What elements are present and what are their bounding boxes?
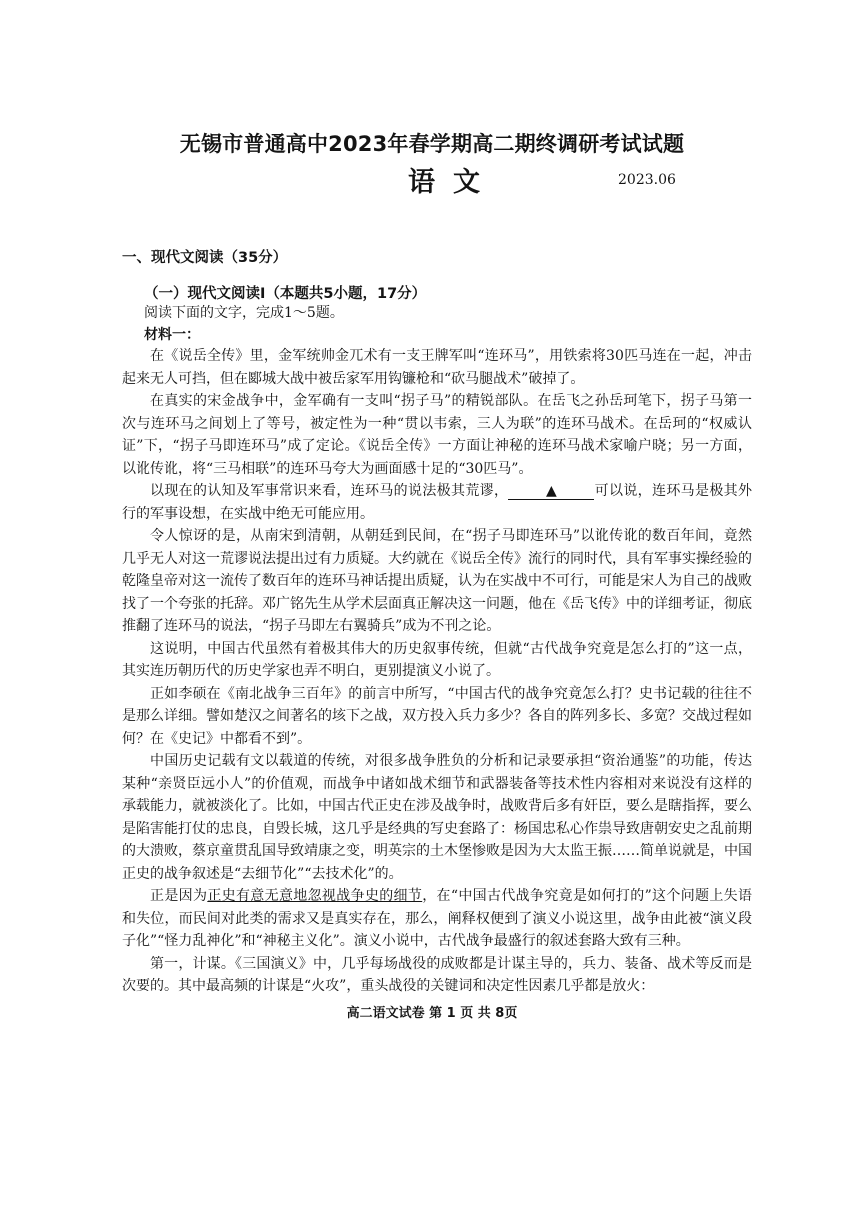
material-label: 材料一： bbox=[144, 327, 200, 343]
sub-section-heading: （一）现代文阅读Ⅰ（本题共5小题，17分） bbox=[144, 286, 427, 302]
paragraph: 在《说岳全传》里，金军统帅金兀术有一支王牌军叫“连环马”，用铁索将30匹马连在一起，冲击起来无人可挡，但在郾城大战中被岳家军用钩镰枪和“砍马腿战术”破掉了。 bbox=[122, 348, 752, 387]
paragraph: 正如李硕在《南北战争三百年》的前言中所写，“中国古代的战争究竟怎么打？史书记载的往往不是那么详细。譬如楚汉之间著名的垓下之战，双方投入兵力多少？各自的阵列多长、多宽？交战过程如何？在《史记》中都看不到”。 bbox=[122, 685, 752, 747]
paragraph bbox=[122, 480, 752, 525]
subject-title: 语文 bbox=[408, 167, 498, 198]
paragraph: 第一，计谋。《三国演义》中，几乎每场战役的成败都是计谋主导的，兵力、装备、战术等反而是次要的。其中最高频的计谋是“火攻”，重头战役的关键词和决定性因素几乎都是放火： bbox=[122, 955, 752, 994]
page-footer: 高二语文试卷 第 1 页 共 8页 bbox=[346, 1006, 518, 1021]
paragraph bbox=[122, 885, 752, 953]
paragraph-lead: 以现在的认知及军事常识来看，连环马的说法极其荒谬， bbox=[150, 483, 509, 499]
triangle-marker-icon: ▲ bbox=[545, 483, 557, 499]
paragraph: 在真实的宋金战争中，金军确有一支叫“拐子马”的精锐部队。在岳飞之孙岳珂笔下，拐子马第一次与连环马之间划上了等号，被定性为一种“贯以韦索，三人为联”的连环马战术。在岳珂的“权威认证”下，“拐子马即连环马”成了定论。《说岳全传》一方面让神秘的连环马战术家喻户晓；另一方面，以讹传讹，将“三马相联”的连环马夸大为画面感十足的“30匹马”。 bbox=[122, 393, 752, 477]
instruction: 阅读下面的文字，完成1～5题。 bbox=[144, 305, 344, 321]
paragraph-tail: 可以说，连环马是极其外行的军事设想，在实战中绝无可能应用。 bbox=[122, 483, 753, 522]
paragraph: 令人惊讶的是，从南宋到清朝，从朝廷到民间，在“拐子马即连环马”以讹传讹的数百年间，竟然几乎无人对这一荒谬说法提出过有力质疑。大约就在《说岳全传》流行的同时代，具有军事实操经验的乾隆皇帝对这一流传了数百年的连环马神话提出质疑，认为在实战中不可行，可能是宋人为自己的战败找了一个夸张的托辞。邓广铭先生从学术层面真正解决这一问题，他在《岳飞传》中的详细考证，彻底推翻了连环马的说法，“拐子马即左右翼骑兵”成为不刊之论。 bbox=[122, 528, 752, 634]
paragraph-lead: 正是因为 bbox=[150, 888, 208, 904]
exam-title: 无锡市普通高中2023年春学期高二期终调研考试试题 bbox=[179, 132, 685, 156]
answer-blank bbox=[508, 483, 594, 500]
section-heading: 一、现代文阅读（35分） bbox=[122, 250, 288, 266]
passage bbox=[122, 345, 752, 998]
paragraph-tail: ，在“中国古代战争究竟是如何打的”这个问题上失语和失位，而民间对此类的需求又是真实存在，那么，阐释权便到了演义小说这里，战争由此被“演义段子化”“怪力乱神化”和“神秘主义化”。演义小说中，古代战争最盛行的叙述套路大致有三种。 bbox=[122, 888, 753, 949]
paragraph: 这说明，中国古代虽然有着极其伟大的历史叙事传统，但就“古代战争究竟是怎么打的”这一点，其实连历朝历代的历史学家也弄不明白，更别提演义小说了。 bbox=[122, 640, 752, 679]
exam-page bbox=[112, 0, 752, 1216]
exam-date: 2023.06 bbox=[618, 172, 676, 188]
paragraph: 中国历史记载有文以载道的传统，对很多战争胜负的分析和记录要承担“资治通鉴”的功能，传达某种“亲贤臣远小人”的价值观，而战争中诸如战术细节和武器装备等技术性内容相对来说没有这样的承载能力，就被淡化了。比如，中国古代正史在涉及战争时，战败背后多有奸臣，要么是瞎指挥，要么是陷害能打仗的忠良，自毁长城，这几乎是经典的写史套路了：杨国忠私心作祟导致唐朝安史之乱前期的大溃败，蔡京童贯乱国导致靖康之变，明英宗的土木堡惨败是因为大太监王振……简单说就是，中国正史的战争叙述是“去细节化”“去技术化”的。 bbox=[122, 753, 752, 882]
underlined-phrase: 正史有意无意地忽视战争史的细节 bbox=[207, 888, 423, 904]
